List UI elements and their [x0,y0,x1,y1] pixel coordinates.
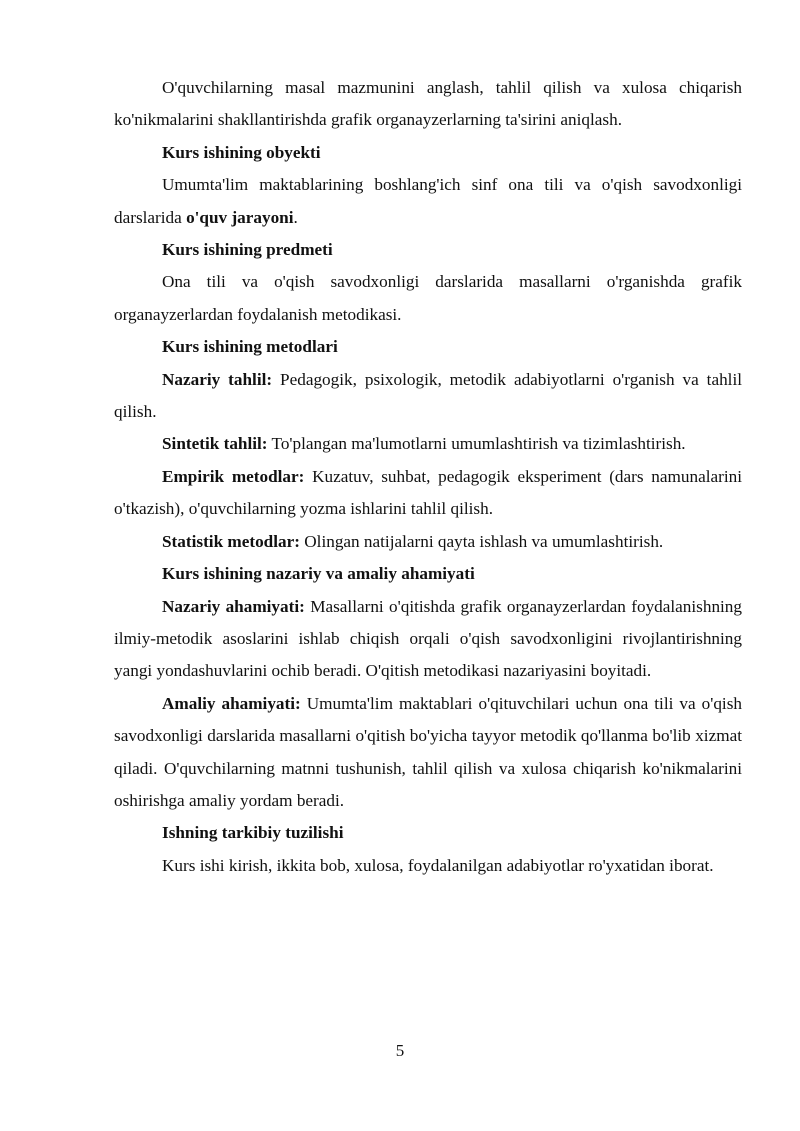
structure-paragraph: Kurs ishi kirish, ikkita bob, xulosa, foydalanilgan adabiyotlar ro'yxatidan iborat. [162,855,714,875]
practical-significance-paragraph [114,688,742,818]
object-heading: Kurs ishining obyekti [162,142,321,162]
method-item-theoretical-analysis [114,364,742,429]
method-text: Kuzatuv, suhbat, pedagogik eksperiment (dars namunalarini o'tkazish), o'quvchilarning yozma ishlarini tahlil qilish. [114,466,742,519]
structure-heading: Ishning tarkibiy tuzilishi [162,823,344,843]
method-text: Pedagogik, psixologik, metodik adabiyotlarni o'rganish va tahlil qilish. [114,369,743,422]
method-item-synthetic-analysis [114,428,742,460]
object-text: Umumta'lim maktablarining boshlang'ich sinf ona tili va o'qish savodxonligi darslarida [114,175,742,227]
theoretical-significance-paragraph [114,591,742,688]
theoretical-significance-label: Nazariy ahamiyati: [162,596,305,616]
intro-paragraph: O'quvchilarning masal mazmunini anglash, tahlil qilish va xulosa chiqarish ko'nikmalarini shakllantirishda grafik organayzerlarning ta'sirini aniqlash. [114,78,742,130]
methods-heading: Kurs ishining metodlari [162,337,338,357]
method-item-statistical [114,526,742,558]
page-number: 5 [395,1041,405,1060]
practical-significance-text: Umumta'lim maktablari o'qituvchilari uchun ona tili va o'qish savodxonligi darslarida masallarni o'qitish bo'yicha tayyor metodik qo'llanma bo'lib xizmat qiladi. O'quvchilarning matnni tushunish, tahlil qilish va xulosa chiqarish ko'nikmalarini oshirishga amaliy yordam beradi. [114,693,742,810]
object-paragraph [114,169,742,234]
method-item-empirical [114,461,742,526]
document-body [114,72,742,882]
method-text: To'plangan ma'lumotlarni umumlashtirish va tizimlashtirish. [267,434,686,454]
significance-heading: Kurs ishining nazariy va amaliy ahamiyati [162,564,475,584]
theoretical-significance-text: Masallarni o'qitishda grafik organayzerlardan foydalanishning ilmiy-metodik asoslarini ishlab chiqish orqali o'qish savodxonligini rivojlantirishning yangi yondashuvlarini ochib beradi. O'qitish metodikasi nazariyasini boyitadi. [114,596,742,681]
object-text-end: . [293,207,298,227]
method-text: Olingan natijalarni qayta ishlash va umumlashtirish. [299,531,664,551]
subject-paragraph: Ona tili va o'qish savodxonligi darslarida masallarni o'rganishda grafik organayzerlardan foydalanish metodikasi. [114,272,742,324]
method-label: Sintetik tahlil: [162,434,268,454]
method-label: Empirik metodlar: [162,466,305,486]
subject-heading: Kurs ishining predmeti [162,240,333,260]
method-label: Nazariy tahlil: [162,369,273,389]
method-label: Statistik metodlar: [162,531,300,551]
object-bold-term: o'quv jarayoni [186,207,294,227]
practical-significance-label: Amaliy ahamiyati: [162,693,301,713]
